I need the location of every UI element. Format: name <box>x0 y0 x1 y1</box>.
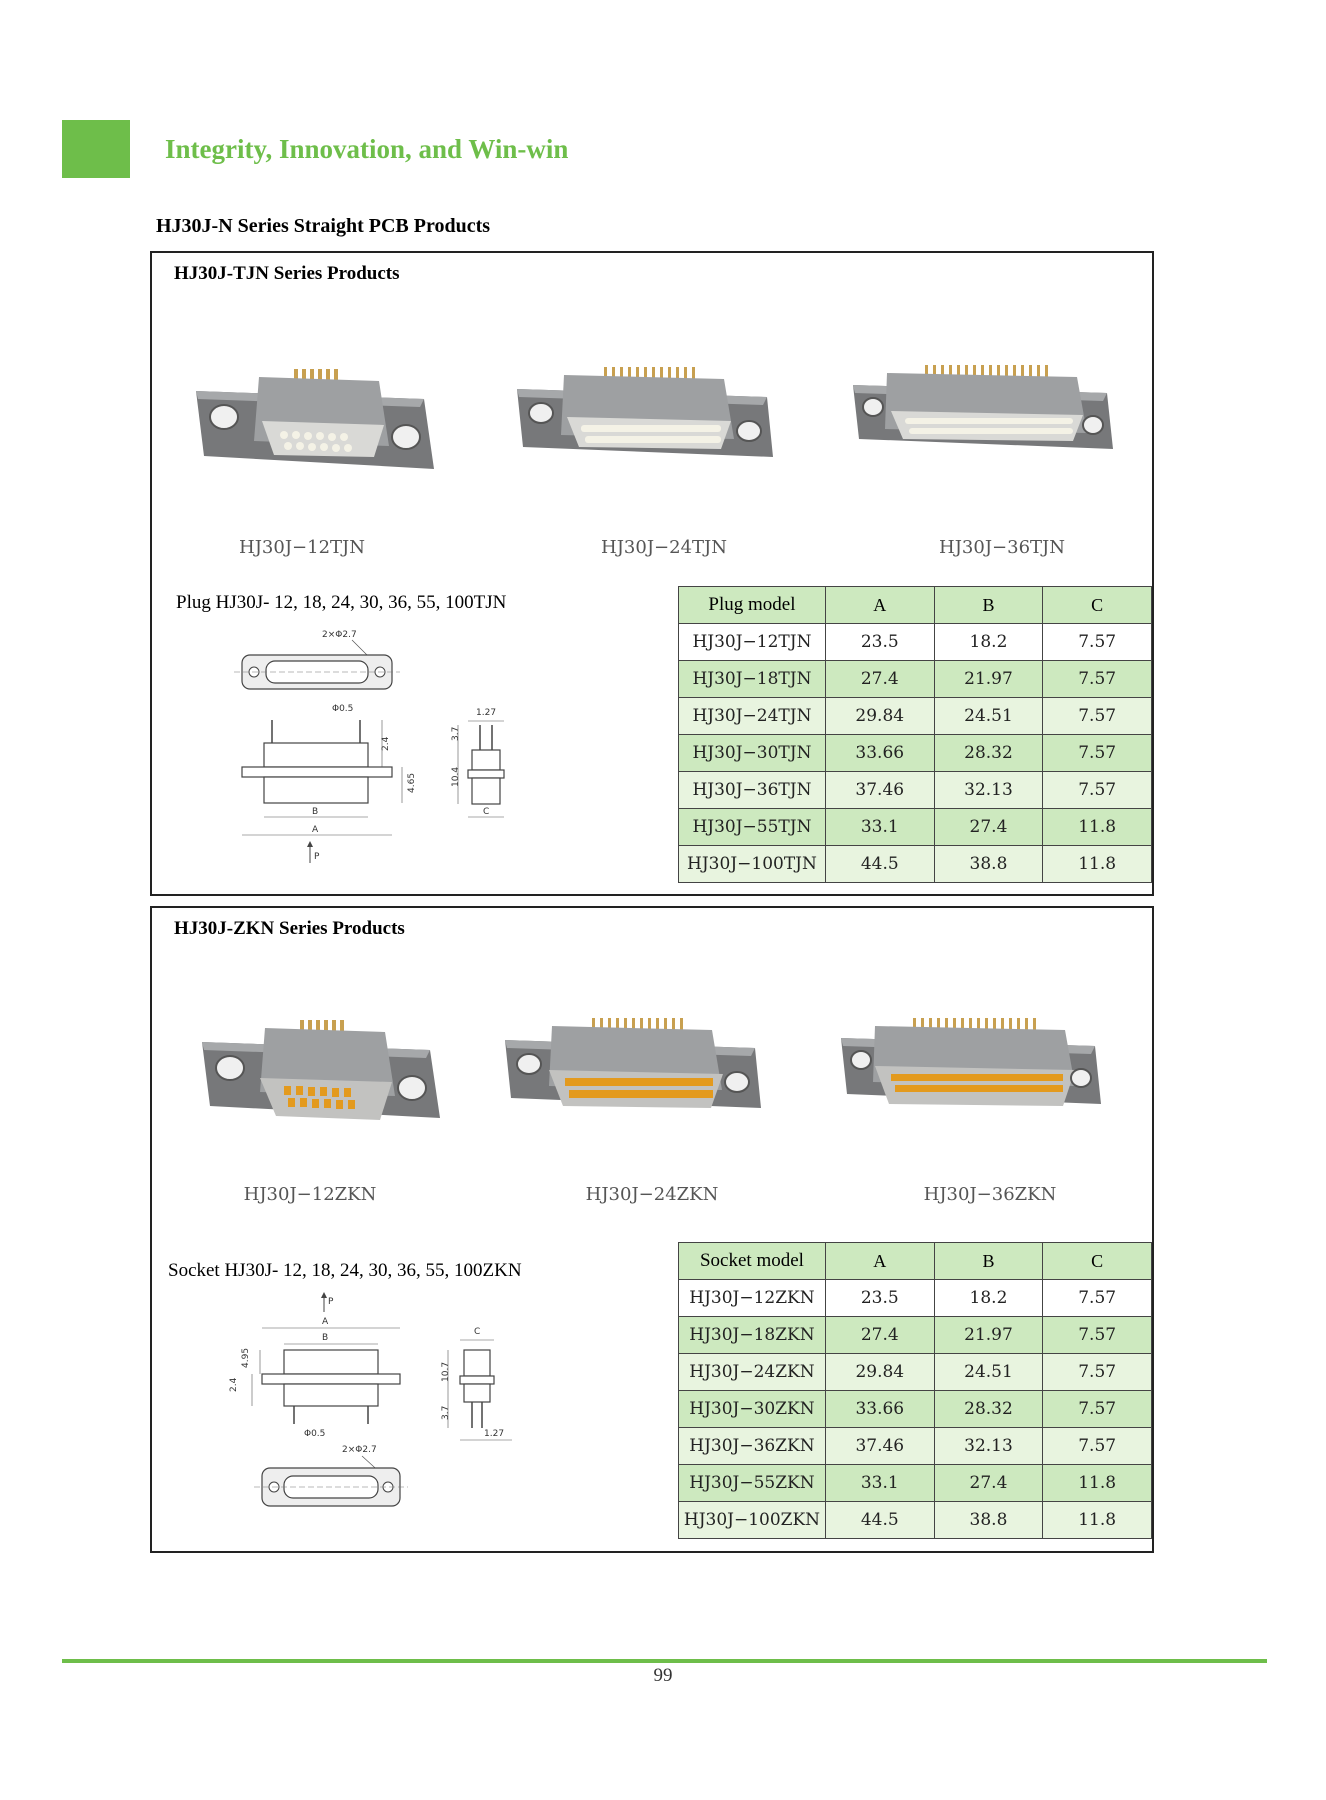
table-header-b: B <box>934 587 1043 624</box>
page-number: 99 <box>653 1665 673 1686</box>
table-row <box>679 1391 1152 1428</box>
tjn-dim-c: C <box>483 807 490 817</box>
table-cell: 38.8 <box>934 1502 1043 1539</box>
table-cell: 27.4 <box>825 1317 934 1354</box>
product-label-24zkn: HJ30J−24ZKN <box>585 1184 719 1205</box>
table-cell: 33.1 <box>825 809 934 846</box>
table-cell: HJ30J−24TJN <box>679 698 826 735</box>
tjn-products-box <box>150 251 1154 896</box>
zkn-dim-pin: Φ0.5 <box>304 1429 326 1439</box>
table-cell: 7.57 <box>1043 1428 1152 1465</box>
table-cell: 38.8 <box>934 846 1043 883</box>
table-header-c: C <box>1043 1243 1152 1280</box>
table-header-a: A <box>825 1243 934 1280</box>
table-cell: 18.2 <box>934 624 1043 661</box>
table-cell: HJ30J−18ZKN <box>679 1317 826 1354</box>
tjn-dim-p: P <box>314 852 320 862</box>
table-cell: 24.51 <box>934 698 1043 735</box>
zkn-dim-d2: 4.95 <box>241 1347 251 1368</box>
table-row <box>679 846 1152 883</box>
table-row <box>679 1428 1152 1465</box>
table-cell: 29.84 <box>825 1354 934 1391</box>
footer-divider <box>62 1659 1267 1663</box>
table-cell: 27.4 <box>825 661 934 698</box>
table-cell: 44.5 <box>825 1502 934 1539</box>
table-row <box>679 1502 1152 1539</box>
tjn-dim-pitch: 1.27 <box>476 708 497 718</box>
zkn-dim-a: A <box>322 1317 329 1327</box>
table-cell: 33.66 <box>825 1391 934 1428</box>
table-cell: HJ30J−55TJN <box>679 809 826 846</box>
tjn-dim-pin: Φ0.5 <box>332 704 354 714</box>
table-row <box>679 1280 1152 1317</box>
table-cell: 28.32 <box>934 1391 1043 1428</box>
table-cell: HJ30J−30TJN <box>679 735 826 772</box>
tjn-dimension-drawing <box>232 625 612 870</box>
product-image-36tjn <box>832 351 1132 461</box>
zkn-dim-d4: 3.7 <box>441 1405 451 1420</box>
table-row <box>679 772 1152 809</box>
table-row <box>679 698 1152 735</box>
zkn-dim-holes: 2×Φ2.7 <box>342 1445 377 1455</box>
product-label-36zkn: HJ30J−36ZKN <box>923 1184 1057 1205</box>
table-cell: 37.46 <box>825 772 934 809</box>
table-row <box>679 1354 1152 1391</box>
table-cell: 18.2 <box>934 1280 1043 1317</box>
table-cell: 11.8 <box>1043 1502 1152 1539</box>
table-cell: 37.46 <box>825 1428 934 1465</box>
table-row <box>679 1465 1152 1502</box>
table-header-a: A <box>825 587 934 624</box>
table-cell: 11.8 <box>1043 846 1152 883</box>
table-cell: 11.8 <box>1043 809 1152 846</box>
table-cell: 27.4 <box>934 1465 1043 1502</box>
table-cell: HJ30J−100ZKN <box>679 1502 826 1539</box>
product-label-24tjn: HJ30J−24TJN <box>601 537 727 558</box>
tjn-dim-d2: 3.7 <box>451 726 461 741</box>
zkn-dim-c: C <box>474 1327 481 1337</box>
table-header-c: C <box>1043 587 1152 624</box>
tjn-dim-holes: 2×Φ2.7 <box>322 630 357 640</box>
table-cell: 7.57 <box>1043 624 1152 661</box>
table-cell: HJ30J−12ZKN <box>679 1280 826 1317</box>
table-cell: 11.8 <box>1043 1465 1152 1502</box>
product-image-24zkn <box>482 1008 782 1120</box>
table-cell: 7.57 <box>1043 698 1152 735</box>
table-cell: 23.5 <box>825 1280 934 1317</box>
tjn-box-title: HJ30J-TJN Series Products <box>174 263 400 284</box>
product-label-36tjn: HJ30J−36TJN <box>939 537 1065 558</box>
table-cell: 7.57 <box>1043 661 1152 698</box>
zkn-products-box <box>150 906 1154 1553</box>
table-cell: HJ30J−55ZKN <box>679 1465 826 1502</box>
table-cell: 24.51 <box>934 1354 1043 1391</box>
page-header-title: Integrity, Innovation, and Win-win <box>165 134 569 164</box>
table-cell: 33.1 <box>825 1465 934 1502</box>
table-cell: HJ30J−36TJN <box>679 772 826 809</box>
table-cell: 44.5 <box>825 846 934 883</box>
product-image-24tjn <box>494 351 794 471</box>
table-cell: 7.57 <box>1043 1354 1152 1391</box>
table-cell: 23.5 <box>825 624 934 661</box>
table-cell: 32.13 <box>934 1428 1043 1465</box>
tjn-dim-b: B <box>312 807 319 817</box>
table-header-row <box>679 1243 1152 1280</box>
zkn-dim-pitch: 1.27 <box>484 1429 505 1439</box>
table-cell: 7.57 <box>1043 772 1152 809</box>
table-cell: 7.57 <box>1043 1280 1152 1317</box>
zkn-spec-table <box>678 1242 1152 1539</box>
table-cell: 33.66 <box>825 735 934 772</box>
table-header-model: Socket model <box>679 1243 826 1280</box>
table-header-b: B <box>934 1243 1043 1280</box>
tjn-spec-table <box>678 586 1152 883</box>
table-cell: HJ30J−18TJN <box>679 661 826 698</box>
table-cell: HJ30J−30ZKN <box>679 1391 826 1428</box>
table-cell: HJ30J−36ZKN <box>679 1428 826 1465</box>
table-cell: 28.32 <box>934 735 1043 772</box>
zkn-box-title: HJ30J-ZKN Series Products <box>174 918 405 939</box>
table-cell: 7.57 <box>1043 1391 1152 1428</box>
table-row <box>679 1317 1152 1354</box>
table-cell: 7.57 <box>1043 735 1152 772</box>
tjn-dim-d4: 4.65 <box>407 772 417 793</box>
zkn-dim-p: P <box>328 1297 334 1307</box>
table-cell: HJ30J−12TJN <box>679 624 826 661</box>
product-image-36zkn <box>820 1008 1120 1120</box>
table-cell: 27.4 <box>934 809 1043 846</box>
table-header-model: Plug model <box>679 587 826 624</box>
table-cell: HJ30J−24ZKN <box>679 1354 826 1391</box>
table-cell: 21.97 <box>934 661 1043 698</box>
zkn-spec-line: Socket HJ30J- 12, 18, 24, 30, 36, 55, 100ZKN <box>168 1260 522 1281</box>
section-title: HJ30J-N Series Straight PCB Products <box>156 215 491 237</box>
table-row <box>679 624 1152 661</box>
table-cell: HJ30J−100TJN <box>679 846 826 883</box>
table-row <box>679 661 1152 698</box>
tjn-dim-d3: 10.4 <box>451 766 461 787</box>
product-image-12tjn <box>164 351 464 481</box>
tjn-dim-a: A <box>312 825 319 835</box>
product-label-12tjn: HJ30J−12TJN <box>239 537 365 558</box>
table-cell: 32.13 <box>934 772 1043 809</box>
tjn-spec-line: Plug HJ30J- 12, 18, 24, 30, 36, 55, 100TJN <box>176 592 507 613</box>
product-label-12zkn: HJ30J−12ZKN <box>243 1184 377 1205</box>
table-cell: 7.57 <box>1043 1317 1152 1354</box>
table-row <box>679 809 1152 846</box>
table-row <box>679 735 1152 772</box>
zkn-dim-b: B <box>322 1333 329 1343</box>
table-cell: 29.84 <box>825 698 934 735</box>
zkn-dim-d3: 10.7 <box>441 1361 451 1382</box>
tjn-dim-d1: 2.4 <box>381 736 391 751</box>
zkn-dim-d1: 2.4 <box>229 1377 239 1392</box>
product-image-12zkn <box>170 1008 470 1133</box>
zkn-dimension-drawing <box>222 1290 602 1540</box>
table-cell: 21.97 <box>934 1317 1043 1354</box>
header-accent-block <box>62 120 130 178</box>
table-header-row <box>679 587 1152 624</box>
